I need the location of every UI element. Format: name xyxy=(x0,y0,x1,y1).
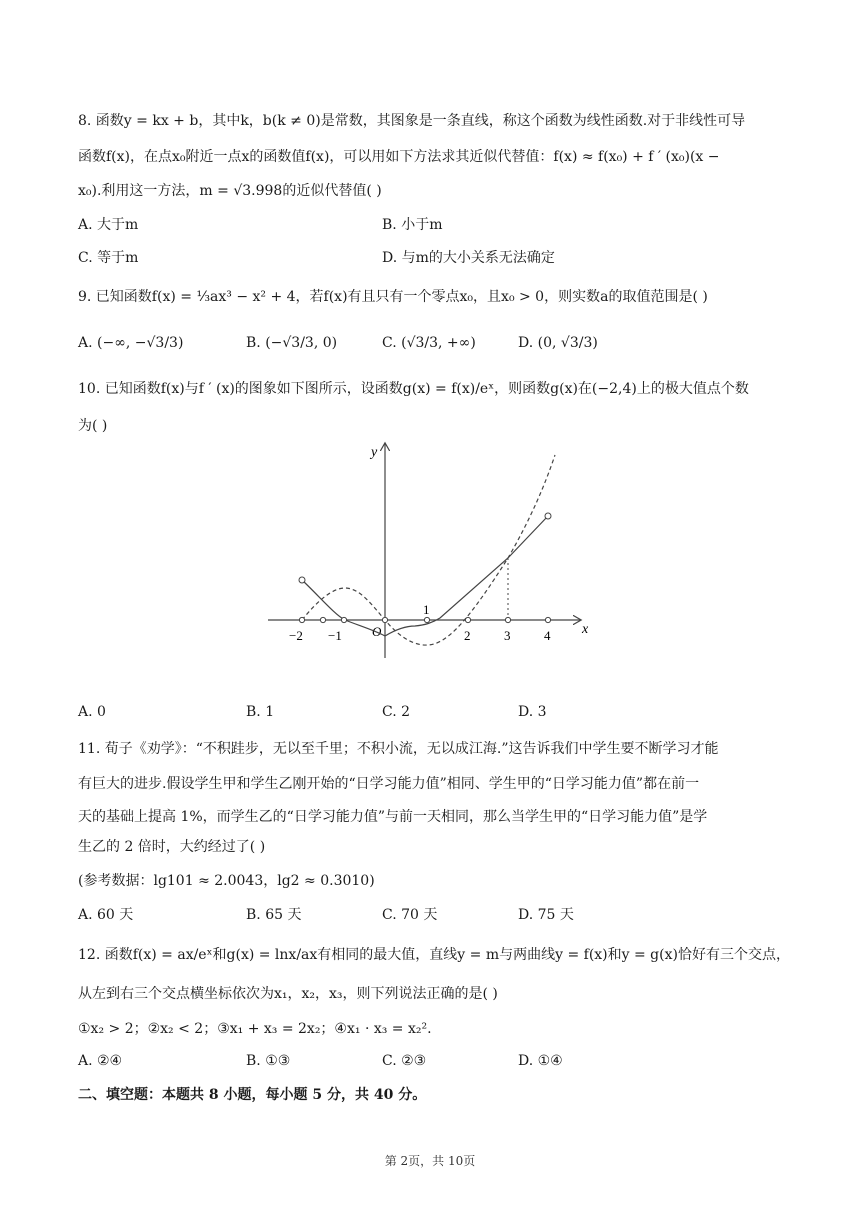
tick-label-3: 3 xyxy=(504,628,511,643)
q8-line3: x₀).利用这一方法，m = √3.998的近似代替值( ) xyxy=(78,183,382,199)
q12-statements: ①x₂ > 2；②x₂ < 2；③x₁ + x₃ = 2x₂；④x₁ · x₃ = x₂². xyxy=(78,1021,432,1037)
q10-line2: 为( ) xyxy=(78,418,108,434)
q8-option-a: A. 大于m xyxy=(78,217,139,233)
solid-start-point xyxy=(299,577,305,583)
solid-end-point xyxy=(545,513,551,519)
q10-option-c: C. 2 xyxy=(382,704,411,720)
q8-line2: 函数f(x)，在点x₀附近一点x的函数值f(x)，可以用如下方法求其近似代替值：f(x) ≈ f(x₀) + f ′ (x₀)(x − xyxy=(78,149,720,165)
q11-reference-data: (参考数据：lg101 ≈ 2.0043，lg2 ≈ 0.3010) xyxy=(78,873,375,889)
q11-line2: 有巨大的进步.假设学生甲和学生乙刚开始的“日学习能力值”相同、学生甲的“日学习能力值”都在前一 xyxy=(78,776,700,792)
q10-line1: 10. 已知函数f(x)与f ′ (x)的图象如下图所示，设函数g(x) = f(x)/eˣ，则函数g(x)在(−2,4)上的极大值点个数 xyxy=(78,381,749,397)
q11-line4: 生乙的 2 倍时，大约经过了( ) xyxy=(78,839,266,855)
q12-option-d: D. ①④ xyxy=(518,1053,563,1069)
tick-marker-1 xyxy=(424,617,429,622)
q11-option-b: B. 65 天 xyxy=(246,907,302,923)
tick-label-neg2: −2 xyxy=(289,628,303,643)
q12-option-a: A. ②④ xyxy=(78,1053,123,1069)
tick-marker-3 xyxy=(505,617,510,622)
tick-label-neg1: −1 xyxy=(328,628,342,643)
y-axis-label: y xyxy=(371,445,378,460)
tick-label-4: 4 xyxy=(544,628,551,643)
x-axis-label: x xyxy=(582,622,589,637)
q10-option-d: D. 3 xyxy=(518,704,547,720)
section-heading: 二、填空题：本题共 8 小题，每小题 5 分，共 40 分。 xyxy=(78,1087,427,1103)
q8-line1: 8. 函数y = kx + b，其中k，b(k ≠ 0)是常数，其图象是一条直线，称这个函数为线性函数.对于非线性可导 xyxy=(78,113,746,129)
q9-option-c: C. (√3/3, +∞) xyxy=(382,335,476,351)
q11-option-c: C. 70 天 xyxy=(382,907,438,923)
q12-line1: 12. 函数f(x) = ax/eˣ和g(x) = lnx/ax有相同的最大值，直线y = m与两曲线y = f(x)和y = g(x)恰好有三个交点， xyxy=(78,947,790,963)
q9-option-b: B. (−√3/3, 0) xyxy=(246,335,338,351)
tick-label-1: 1 xyxy=(423,602,430,617)
q12-option-c: C. ②③ xyxy=(382,1053,427,1069)
q9-line1: 9. 已知函数f(x) = ⅓ax³ − x² + 4，若f(x)有且只有一个零点x₀，且x₀ > 0，则实数a的取值范围是( ) xyxy=(78,289,708,305)
tick-marker-neg1 xyxy=(341,617,346,622)
q12-line2: 从左到右三个交点横坐标依次为x₁，x₂，x₃，则下列说法正确的是( ) xyxy=(78,986,498,1002)
tick-marker-0 xyxy=(382,617,387,622)
q9-option-d: D. (0, √3/3) xyxy=(518,335,598,351)
q11-option-d: D. 75 天 xyxy=(518,907,574,923)
q11-line1: 11. 荀子《劝学》：“不积跬步，无以至千里；不积小流，无以成江海.”这告诉我们中学生要不断学习才能 xyxy=(78,741,719,757)
q12-option-b: B. ①③ xyxy=(246,1053,291,1069)
tick-marker-neg1p5 xyxy=(320,617,325,622)
q8-option-b: B. 小于m xyxy=(382,217,443,233)
q8-option-c: C. 等于m xyxy=(78,250,139,266)
tick-marker-2 xyxy=(465,617,470,622)
tick-marker-4 xyxy=(545,617,550,622)
function-graph xyxy=(0,440,860,700)
page-footer: 第 2页，共 10页 xyxy=(384,1154,476,1168)
q10-option-a: A. 0 xyxy=(78,704,106,720)
q11-option-a: A. 60 天 xyxy=(78,907,134,923)
tick-label-2: 2 xyxy=(464,628,471,643)
q10-option-b: B. 1 xyxy=(246,704,275,720)
q8-option-d: D. 与m的大小关系无法确定 xyxy=(382,250,555,266)
tick-marker-neg2 xyxy=(299,617,304,622)
origin-label: O xyxy=(372,624,382,639)
q11-line3: 天的基础上提高 1%，而学生乙的“日学习能力值”与前一天相同，那么当学生甲的“日学习能力值”是学 xyxy=(78,809,708,825)
q9-option-a: A. (−∞, −√3/3) xyxy=(78,335,184,351)
